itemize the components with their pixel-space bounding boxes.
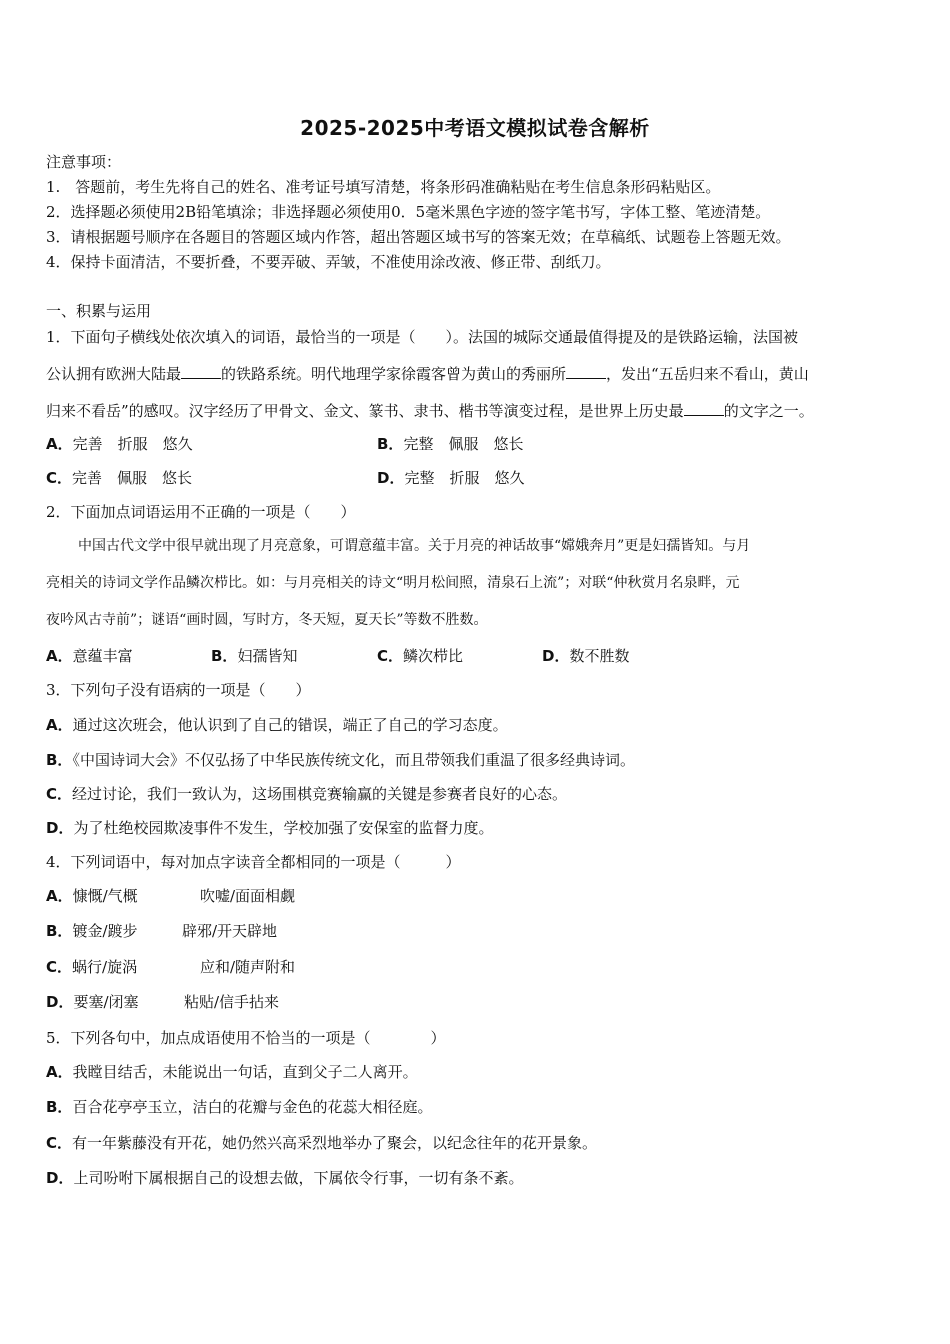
- q4-option-c: C．蜗行/旋涡: [46, 958, 138, 976]
- q1-text: ，发出“五岳归来不看山，黄山: [606, 365, 809, 383]
- fill-blank: [566, 364, 606, 379]
- q2-option-a: A．意蕴丰富: [46, 647, 133, 665]
- section-heading: 一、积累与运用: [46, 302, 152, 320]
- notice-item: 2．选择题必须使用2B铅笔填涂；非选择题必须使用0．5毫米黑色字迹的签字笔书写，字体工整、笔迹清楚。: [46, 203, 771, 221]
- q4-option-d: D．要塞/闭塞: [46, 993, 139, 1011]
- notice-item: 3．请根据题号顺序在各题目的答题区域内作答，超出答题区域书写的答案无效；在草稿纸、试题卷上答题无效。: [46, 228, 791, 246]
- notice-item: 4．保持卡面清洁，不要折叠，不要弄破、弄皱，不准使用涂改液、修正带、刮纸刀。: [46, 253, 611, 271]
- q1-option-a: A．完善 折服 悠久: [46, 435, 193, 453]
- q5-option-c: C．有一年紫藤没有开花，她仍然兴高采烈地举办了聚会，以纪念往年的花开景象。: [46, 1134, 598, 1152]
- q1-stem-line: [46, 401, 814, 421]
- q5-stem: 5．下列各句中，加点成语使用不恰当的一项是（ ）: [46, 1029, 446, 1047]
- q4-option-c-pair: 应和/随声附和: [200, 958, 296, 976]
- q4-option-a: A．慷慨/气概: [46, 887, 138, 905]
- q2-passage-line: 亮相关的诗词文学作品鳞次栉比。如：与月亮相关的诗文“明月松间照，清泉石上流”；对联“仲秋赏月名泉畔，元: [46, 575, 740, 591]
- notice-item: 1. 答题前，考生先将自己的姓名、准考证号填写清楚，将条形码准确粘贴在考生信息条形码粘贴区。: [46, 178, 721, 196]
- q1-text: 的文字之一。: [723, 402, 814, 420]
- notice-heading: 注意事项：: [46, 153, 122, 171]
- q2-option-b: B．妇孺皆知: [211, 647, 298, 665]
- q2-stem: 2．下面加点词语运用不正确的一项是（ ）: [46, 503, 356, 521]
- fill-blank: [181, 364, 221, 379]
- q4-option-b-pair: 辟邪/开天辟地: [182, 922, 278, 940]
- q1-option-c: C．完善 佩服 悠长: [46, 469, 193, 487]
- q3-option-d: D．为了杜绝校园欺凌事件不发生，学校加强了安保室的监督力度。: [46, 819, 494, 837]
- q4-option-d-pair: 粘贴/信手拈来: [184, 993, 280, 1011]
- q4-stem: 4．下列词语中，每对加点字读音全都相同的一项是（ ）: [46, 853, 461, 871]
- q3-option-a: A．通过这次班会，他认识到了自己的错误，端正了自己的学习态度。: [46, 716, 508, 734]
- q2-option-c: C．鳞次栉比: [377, 647, 464, 665]
- q4-option-b: B．镀金/踱步: [46, 922, 138, 940]
- q5-option-b: B．百合花亭亭玉立，洁白的花瓣与金色的花蕊大相径庭。: [46, 1098, 433, 1116]
- q2-passage-line: 夜吟风古寺前”；谜语“画时圆，写时方，冬天短，夏天长”等数不胜数。: [46, 612, 488, 628]
- q5-option-d: D．上司吩咐下属根据自己的设想去做，下属依令行事，一切有条不紊。: [46, 1169, 524, 1187]
- q3-option-b: B．《中国诗词大会》不仅弘扬了中华民族传统文化，而且带领我们重温了很多经典诗词。: [46, 751, 635, 769]
- fill-blank: [684, 401, 724, 416]
- q2-option-d: D．数不胜数: [542, 647, 630, 665]
- q1-option-d: D．完整 折服 悠久: [377, 469, 525, 487]
- q5-option-a: A．我瞠目结舌，未能说出一句话，直到父子二人离开。: [46, 1063, 418, 1081]
- q1-option-b: B．完整 佩服 悠长: [377, 435, 524, 453]
- q1-text: 归来不看岳”的感叹。汉字经历了甲骨文、金文、篆书、隶书、楷书等演变过程，是世界上历史最: [46, 402, 684, 420]
- q4-option-a-pair: 吹嘘/面面相觑: [200, 887, 296, 905]
- q2-passage-line: 中国古代文学中很早就出现了月亮意象，可谓意蕴丰富。关于月亮的神话故事“嫦娥奔月”更是妇孺皆知。与月: [78, 538, 751, 554]
- q3-stem: 3．下列句子没有语病的一项是（ ）: [46, 681, 311, 699]
- page-title: 2025-2025中考语文模拟试卷含解析: [300, 116, 650, 140]
- q1-text: 的铁路系统。明代地理学家徐霞客曾为黄山的秀丽所: [221, 365, 567, 383]
- q1-stem-line: [46, 364, 809, 384]
- q1-text: 公认拥有欧洲大陆最: [46, 365, 182, 383]
- q1-stem-line: 1．下面句子横线处依次填入的词语，最恰当的一项是（ ）。法国的城际交通最值得提及的是铁路运输，法国被: [46, 328, 799, 346]
- q3-option-c: C．经过讨论，我们一致认为，这场围棋竞赛输赢的关键是参赛者良好的心态。: [46, 785, 568, 803]
